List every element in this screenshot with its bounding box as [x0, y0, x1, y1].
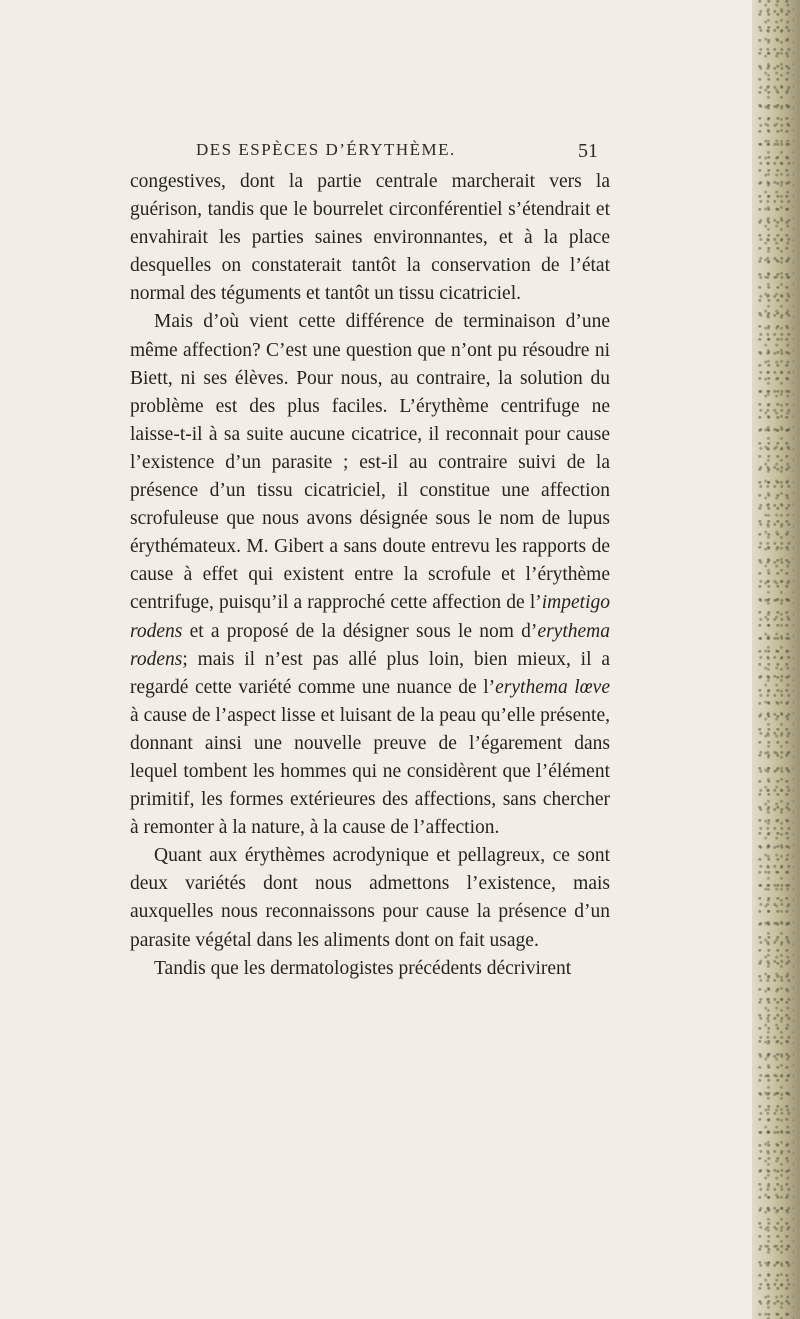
paragraph-2-text-d: à cause de l’aspect lisse et luisant de la peau qu’elle présente, donnant ainsi une nouvelle preuve de l’égarement dans lequel tombent les hommes qui ne considèrent que l’élément primitif, les formes extérieures des affections, sans chercher à remonter à la nature, à la cause de l’affection.	[130, 704, 610, 839]
paragraph-2-text-b: et a proposé de la désigner sous le nom d’	[182, 620, 538, 642]
paragraph-2	[130, 308, 610, 842]
paragraph-4	[130, 955, 610, 983]
paragraph-1	[130, 168, 610, 308]
term-impetigo-rodens: impetigo rodens	[130, 592, 610, 642]
paragraph-3-text: Quant aux érythèmes acrodynique et pellagreux, ce sont deux variétés dont nous admettons l’existence, mais auxquelles nous reconnaissons pour cause la présence d’un parasite végétal dans les aliments dont on fait usage.	[130, 845, 610, 951]
paragraph-2-text-a: Mais d’où vient cette différence de terminaison d’une même affection? C’est une question que n’ont pu résoudre ni Biett, ni ses élèves. Pour nous, au contraire, la solution du problème est des plus faciles. L’érythème centrifuge ne laisse-t-il à sa suite aucune cicatrice, il reconnait pour cause l’existence d’un parasite ; est-il au contraire suivi de la présence d’un tissu cicatriciel, il constitue une affection scrofuleuse que nous avons désignée sous le nom de lupus érythémateux. M. Gibert a sans doute entrevu les rapports de cause à effet qui existent entre la scrofule et l’érythème centrifuge, puisqu’il a rapproché cette affection de l’	[130, 311, 610, 614]
binding-speckle-texture	[758, 0, 794, 1319]
term-erythema-rodens: erythema rodens	[130, 620, 610, 670]
page-number: 51	[578, 140, 598, 162]
paragraph-2-text-c: ; mais il n’est pas allé plus loin, bien mieux, il a regardé cette variété comme une nuance de l’	[130, 648, 610, 698]
running-title: DES ESPÈCES D’ÉRYTHÈME.	[196, 140, 456, 159]
paragraph-3	[130, 842, 610, 954]
term-erythema-laeve: erythema lœve	[495, 676, 610, 698]
body-text	[130, 168, 610, 983]
paragraph-4-text: Tandis que les dermatologistes précédents décrivirent	[154, 957, 572, 979]
paragraph-1-text: congestives, dont la partie centrale marcherait vers la guérison, tandis que le bourrelet circonférentiel s’étendrait et envahirait les parties saines environnantes, et à la place desquelles on constaterait tantôt la conservation de l’état normal des téguments et tantôt un tissu cicatriciel.	[130, 171, 610, 305]
